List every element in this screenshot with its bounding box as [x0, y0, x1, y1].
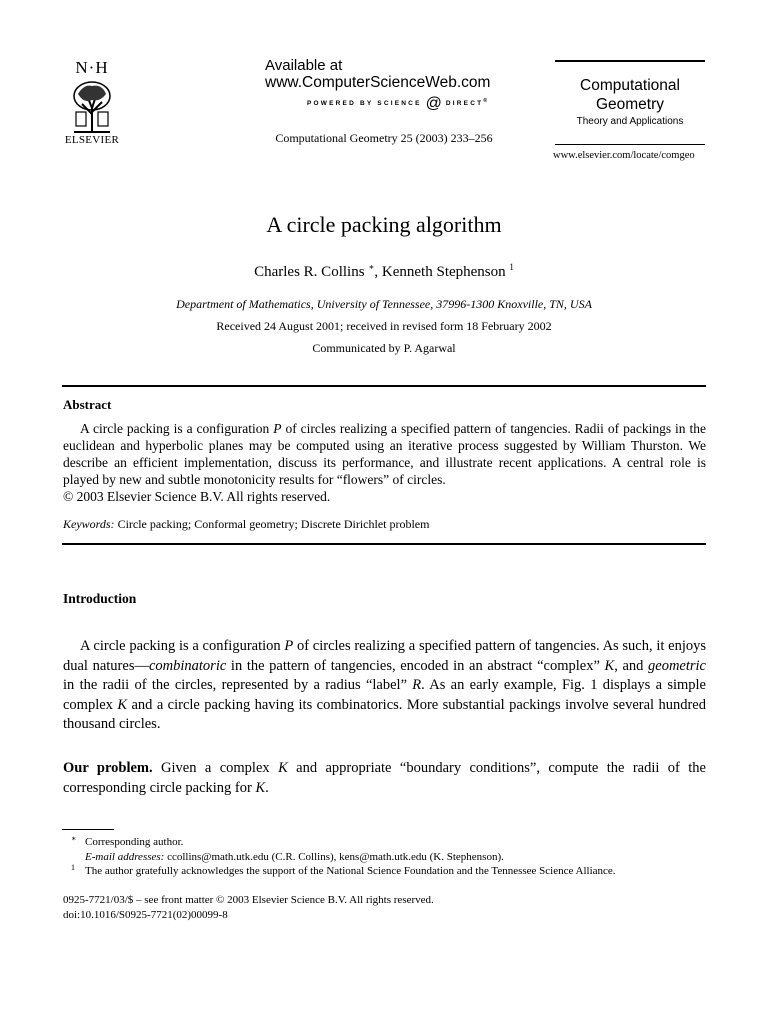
keywords	[63, 517, 429, 532]
problem-text-2: and appropriate “boundary conditions”, compute the radii of the corresponding circle packing for	[63, 760, 706, 796]
abstract-text-a: A circle packing is a configuration	[80, 421, 274, 436]
corresponding-author-text: Corresponding author.	[85, 836, 184, 848]
email-label: E-mail addresses:	[85, 850, 165, 863]
powered-direct-label: DIRECT	[445, 100, 484, 107]
keywords-label: Keywords:	[63, 517, 115, 531]
registered-mark: ®	[483, 97, 490, 104]
communicated-by: Communicated by P. Agarwal	[312, 341, 456, 355]
intro-text-7: and a circle packing having its combinatorics. More substantial packings involve several hundred thousand circles.	[63, 696, 706, 732]
site-url-link[interactable]: www.ComputerScienceWeb.com	[265, 74, 491, 91]
problem-text-1: Given a complex	[152, 760, 279, 776]
emphasis-combinatoric: combinatoric	[148, 657, 227, 674]
footnote-mark-star: ∗	[71, 834, 77, 843]
availability-notice	[265, 57, 490, 91]
journal-subtitle: Theory and Applications	[576, 116, 684, 127]
footnote-emails	[63, 850, 616, 865]
abstract-bottom-rule	[62, 543, 706, 545]
footnote-ack	[63, 864, 616, 879]
acknowledgement-text: The author gratefully acknowledges the support of the National Science Foundation and the Tennessee Science Alliance.	[85, 865, 616, 877]
author-stephenson: Kenneth Stephenson	[381, 264, 506, 280]
sciencedirect-at-icon: @	[425, 95, 442, 112]
front-matter	[63, 893, 434, 923]
abstract-text	[63, 420, 706, 505]
powered-by-line	[307, 95, 489, 113]
footnote-rule	[62, 829, 114, 830]
powered-by-label: POWERED BY SCIENCE	[307, 100, 422, 107]
received-dates: Received 24 August 2001; received in revised form 18 February 2002	[216, 319, 552, 333]
author-collins: Charles R. Collins	[254, 264, 365, 280]
keywords-list: Circle packing; Conformal geometry; Discrete Dirichlet problem	[114, 517, 430, 531]
corresponding-mark: ∗	[368, 262, 375, 272]
affiliation: Department of Mathematics, University of Tennessee, 37996-1300 Knoxville, TN, USA	[176, 297, 592, 311]
issn-line: 0925-7721/03/$ – see front matter © 2003 Elsevier Science B.V. All rights reserved.	[63, 894, 434, 906]
math-var-p: P	[284, 638, 294, 654]
journal-title	[555, 76, 705, 114]
intro-text-5: in the radii of the circles, represented by a radius “label”	[63, 677, 413, 693]
publisher-name: ELSEVIER	[64, 134, 120, 146]
abstract-heading: Abstract	[63, 397, 112, 412]
math-var-p: P	[273, 421, 282, 436]
problem-text-3: .	[265, 779, 269, 796]
section-heading-introduction: Introduction	[63, 591, 137, 606]
abstract-copyright: © 2003 Elsevier Science B.V. All rights reserved.	[63, 489, 331, 504]
doi-link[interactable]: doi:10.1016/S0925-7721(02)00099-8	[63, 909, 228, 921]
journal-logo-rule-top	[555, 60, 705, 62]
introduction-paragraph	[63, 637, 706, 735]
author-separator: ,	[374, 264, 382, 280]
journal-logo-rule-bottom	[555, 144, 705, 145]
footnote-corresponding	[63, 835, 616, 850]
author-line	[0, 262, 768, 281]
math-var-k: K	[255, 779, 266, 796]
journal-title-line-2: Geometry	[595, 96, 665, 113]
intro-text-3: in the pattern of tangencies, encoded in an abstract “complex”	[226, 657, 605, 674]
math-var-k: K	[604, 657, 615, 674]
problem-label: Our problem.	[63, 760, 153, 776]
problem-paragraph	[63, 759, 706, 798]
math-var-k: K	[278, 760, 288, 776]
intro-text-2: of circles realizing a specified pattern of tangencies. As such, it enjoys dual natures—	[63, 638, 706, 674]
journal-url-link[interactable]: www.elsevier.com/locate/comgeo	[553, 150, 695, 161]
abstract-text-b: of circles realizing a specified pattern of tangencies. Radii of packings in the euclidean and hyperbolic planes may be computed using an iterative process suggested by William Thurston. We describe an efficient implementation, discuss its performance, and illustrate recent applications. A central role is played by new and subtle monotonicity results for “flowers” of circles.	[63, 421, 706, 487]
email-addresses: ccollins@math.utk.edu (C.R. Collins), kens@math.utk.edu (K. Stephenson).	[164, 850, 504, 863]
intro-text-1: A circle packing is a configuration	[80, 638, 285, 654]
math-var-k: K	[117, 696, 128, 713]
footnote-mark-1: 1	[71, 863, 75, 872]
journal-citation: Computational Geometry 25 (2003) 233–256	[275, 131, 493, 145]
publisher-mark: N·H	[75, 58, 109, 77]
footnote-mark-1: 1	[509, 262, 514, 272]
intro-text-6: . As an early example, Fig. 1 displays a simple complex	[63, 677, 706, 713]
journal-title-line-1: Computational	[580, 77, 680, 94]
emphasis-geometric: geometric	[648, 657, 706, 674]
intro-text-4: , and	[614, 657, 649, 674]
elsevier-tree-icon	[68, 78, 116, 134]
math-var-r: R	[412, 677, 422, 693]
footnotes	[63, 835, 616, 879]
paper-title: A circle packing algorithm	[266, 212, 502, 237]
abstract-top-rule	[62, 385, 706, 387]
available-at-label: Available at	[265, 57, 343, 74]
